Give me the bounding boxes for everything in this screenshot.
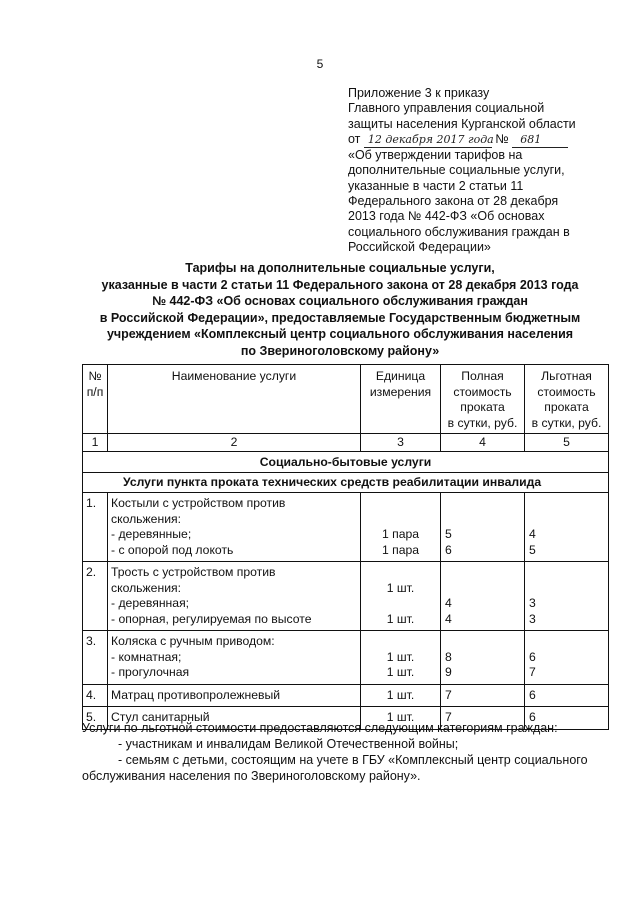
unit: 1 шт. — [361, 707, 441, 730]
title-line-5: учреждением «Комплексный центр социального обслуживания населения — [106, 327, 574, 342]
full-price: 7 — [441, 684, 525, 707]
appendix-line-2: Главного управления социальной — [348, 101, 545, 116]
appendix-subject-6: социального обслуживания граждан в — [348, 224, 570, 239]
section-title: Социально-бытовые услуги — [83, 452, 609, 473]
header-num: № п/п — [83, 365, 108, 434]
header-service-name: Наименование услуги — [108, 365, 361, 434]
unit: 1 пара 1 пара — [361, 493, 441, 562]
page-number: 5 — [316, 57, 324, 71]
preferential-price: 3 3 — [525, 562, 609, 631]
full-price: 7 — [441, 707, 525, 730]
preferential-price: 6 — [525, 707, 609, 730]
notes-intro: Услуги по льготной стоимости предоставляются следующим категориям граждан: — [82, 721, 558, 735]
service-name: Трость с устройством против скольжения: - деревянная; - опорная, регулируемая по высоте — [108, 562, 361, 631]
preferential-price: 6 — [525, 684, 609, 707]
full-price: 8 9 — [441, 631, 525, 685]
column-index-row — [83, 434, 609, 452]
title-line-1: Тарифы на дополнительные социальные услуги, — [185, 261, 495, 275]
column-index: 3 — [361, 434, 441, 452]
appendix-subject-4: Федерального закона от 28 декабря — [348, 194, 559, 209]
unit: 1 шт. — [361, 684, 441, 707]
appendix-subject-3: указанные в части 2 статьи 11 — [348, 178, 524, 193]
appendix-subject-5: 2013 года № 442-ФЗ «Об основах — [348, 209, 545, 224]
appendix-line-3: защиты населения Курганской области — [348, 116, 576, 131]
table-row — [83, 684, 609, 707]
preferential-price: 6 7 — [525, 631, 609, 685]
column-index: 2 — [108, 434, 361, 452]
column-index: 5 — [525, 434, 609, 452]
row-number: 2. — [83, 562, 108, 631]
row-number: 4. — [83, 684, 108, 707]
header-full-price: Полная стоимость проката в сутки, руб. — [441, 365, 525, 434]
notes-block — [82, 720, 622, 784]
header-preferential-price: Льготная стоимость проката в сутки, руб. — [525, 365, 609, 434]
notes-item-veterans: - участникам и инвалидам Великой Отечественной войны; — [118, 737, 459, 751]
service-name: Костыли с устройством против скольжения: - деревянные; - с опорой под локоть — [108, 493, 361, 562]
service-name: Коляска с ручным приводом: - комнатная; - прогулочная — [108, 631, 361, 685]
section-row — [83, 452, 609, 473]
table-row — [83, 631, 609, 685]
number-label: № — [495, 131, 509, 146]
unit: 1 шт. 1 шт. — [361, 562, 441, 631]
handwritten-number: 681 — [512, 132, 568, 148]
table-row — [83, 493, 609, 562]
service-name: Матрац противопролежневый — [108, 684, 361, 707]
column-index: 1 — [83, 434, 108, 452]
appendix-line-1: Приложение 3 к приказу — [348, 86, 490, 100]
appendix-date-line — [348, 132, 608, 148]
row-number: 1. — [83, 493, 108, 562]
full-price: 4 4 — [441, 562, 525, 631]
title-line-6: по Звериноголовскому району» — [240, 343, 440, 358]
from-label: от — [348, 131, 361, 146]
row-number: 3. — [83, 631, 108, 685]
subsection-row — [83, 473, 609, 493]
notes-item-families: - семьям с детьми, состоящим на учете в ГБУ «Комплексный центр социального обслуживания населения по Звериноголовскому району». — [82, 753, 588, 783]
appendix-subject-2: дополнительные социальные услуги, — [348, 163, 565, 178]
appendix-subject-7: Российской Федерации» — [348, 239, 491, 254]
full-price: 5 6 — [441, 493, 525, 562]
header-unit: Единица измерения — [361, 365, 441, 434]
tariff-table — [82, 364, 609, 730]
row-number: 5. — [83, 707, 108, 730]
table-row — [83, 562, 609, 631]
column-index: 4 — [441, 434, 525, 452]
document-title — [60, 260, 620, 360]
preferential-price: 4 5 — [525, 493, 609, 562]
table-header-row — [83, 365, 609, 434]
unit: 1 шт. 1 шт. — [361, 631, 441, 685]
appendix-subject-1: «Об утверждении тарифов на — [348, 148, 523, 163]
appendix-block — [348, 86, 608, 255]
subsection-title: Услуги пункта проката технических средств реабилитации инвалида — [83, 473, 609, 493]
title-line-4: в Российской Федерации», предоставляемые Государственным бюджетным — [99, 310, 581, 325]
handwritten-date: 12 декабря 2017 года — [364, 132, 492, 148]
title-line-3: № 442-ФЗ «Об основах социального обслуживания граждан — [152, 294, 528, 309]
title-line-2: указанные в части 2 статьи 11 Федерального закона от 28 декабря 2013 года — [101, 277, 579, 292]
service-name: Стул санитарный — [108, 707, 361, 730]
